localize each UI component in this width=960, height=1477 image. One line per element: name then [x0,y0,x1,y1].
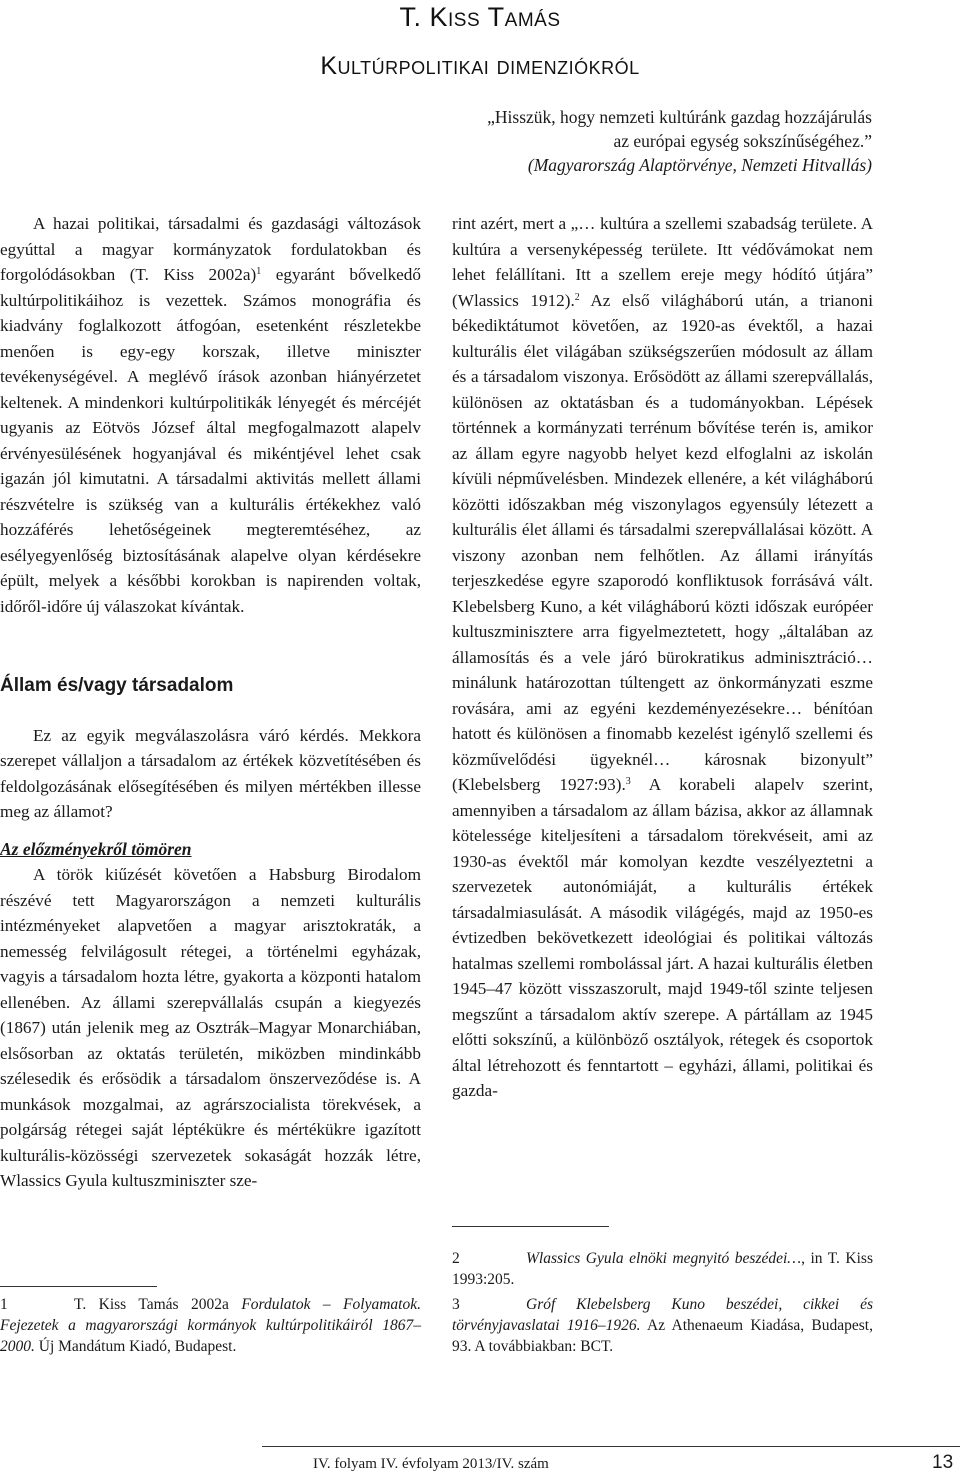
footnote-ref-2: 2 [574,291,580,303]
intro-paragraph: A hazai politikai, társadalmi és gazdasági változások egyúttal a magyar kormányzatok fordulatokban és forgolódásokban (T. Kiss 2002a)$^1$ egyaránt bővelkedő kultúrpolitikáihoz is vezettek. Számos monográfia és kiadvány foglalkozott átfogóan, esetenként részletekbe menően is egy-egy korszak, illetve miniszter tevékenységével. A meglévő írások azonban hiányérzetet keltenek. A mindenkori kultúrpolitikák lényegét és mércéjét ugyanis az Eötvös József által megfogalmazott alapelv érvényesülésének hogyanjával és mikéntjével lehet csak igazán jól kimutatni. A társadalmi aktivitás mellett állami részvételre is szükség van a kulturális értékekhez való hozzáférés lehetőségeinek megteremtéséhez, az esélyegyenlőség biztosításának alapelve olyan kérdésekre épült, melyek a későbbi korokban is napirenden voltak, időről-időre új válaszokat kívántak. [0,214,421,616]
epigraph [312,105,872,177]
footer-divider [262,1446,960,1447]
footnote-divider-right [452,1226,609,1227]
footnote-ref-1: 1 [256,266,262,277]
footnote-divider-left [0,1286,157,1287]
left-column [0,211,421,1194]
continuation-paragraph: rint azért, mert a „… kultúra a szellemi szabadság területe. A kultúra a versenyképesség területe. Itt védővámokat nem lehet felállítani. Itt a szellem ereje megy hódító útjára” (Wlassics 1912).$^2$ Az első világháború után, a trianoni békediktátumot követően, az 1920-as évektől, a hazai kulturális élet világában szükségszerűen módosult az állam és a társadalom viszonya. Erősödött az állami szerepvállalás, különösen az oktatásban és a tudományokban. Lépések történnek a kormányzati terrénum bővítése terén is, amikor az állam egyre nagyobb helyet kezd elfoglalni az iskolán kívüli népművelésben. Mindezek ellenére, a két világháború közötti időszakban még viszonylagos egyensúly létezett a kulturális élet állami és társadalmi szerepvállalásai között. A viszony azonban nem felhőtlen. Az állami irányítás terjeszkedése egyre szaporodó konfliktusok forrásává vált. Klebelsberg Kuno, a két világháború közti időszak európéer kultuszminisztere arra figyelmeztetett, hogy „általában az államosítás és a vele járó bürokratikus adminisztráció… minálunk határozottan túltengett az önkormányzati eszme rovására, ami az egyéni kezdeményezésekre… bénítóan hatott és különösen a finomabb kezelést igénylő szellemi és közművelődési ügyeknél… károsnak bizonyult” (Klebelsberg 1927:93).$^3$ A korabeli alapelv szerint, amennyiben a társadalom az állam bázisa, akkor az államnak kötelessége kiteljesíteni a társadalom törekvéseit, ami az 1930-as évektől már komolyan kezdte veszélyeztetni a szervezetek autonómiáját, a kulturális értékek társadalmiasulását. A második világégés, majd az 1950-es évtizedben bekövetkezett ideológiai és politikai változás hatalmas szellemi rombolással járt. A hazai kulturális életben 1945–47 között visszaszorult, majd 1949-től szinte teljesen megszűnt a társadalom aktív szerepe. A pártállam az 1945 előtti sokszínű, a különböző osztályok, rétegek és csoportok által létrehozott és fenntartott – egyházi, állami, politikai és gazda- [452,214,873,1100]
history-paragraph: A török kiűzését követően a Habsburg Birodalom részévé tett Magyarországon a nemzeti kulturális intézményeket alapvetően a magyar arisztokraták, a nemesség felvilágosult rétegei, a történelmi egyházak, vagyis a társadalom hozta létre, gyakorta a központi hatalom ellenében. Az állami szerepvállalás csupán a kiegyezés (1867) után jelenik meg az Osztrák–Magyar Monarchiában, elsősorban az oktatás területén, miközben mindinkább szélesedik és erősödik a társadalom önszerveződése is. A munkások mozgalmai, az agrárszocialista törekvések, a polgárság rétegei saját léptékükre és mértékükre igazított kulturális-közösségi szervezetek sokaságát hozzák létre, Wlassics Gyula kultuszminiszter sze- [0,865,421,1190]
page-number: 13 [932,1452,954,1473]
epigraph-source: (Magyarország Alaptörvénye, Nemzeti Hitvallás) [527,155,872,175]
journal-issue: IV. folyam IV. évfolyam 2013/IV. szám [313,1456,549,1472]
article-author: T. Kiss Tamás [399,2,561,32]
footnote-2: 2 Wlassics Gyula elnöki megnyitó beszédei…, in T. Kiss 1993:205. [452,1250,873,1288]
epigraph-line-1: „Hisszük, hogy nemzeti kultúránk gazdag hozzájárulás [487,107,872,127]
right-column [452,211,873,1104]
footnote-3: 3 Gróf Klebelsberg Kuno beszédei, cikkei és törvényjavaslatai 1916–1926. Az Athenaeum Kiadása, Budapest, 93. A továbbiakban: BCT. [452,1296,873,1355]
footnote-ref-3: 3 [625,776,631,787]
epigraph-line-2: az európai egység sokszínűségéhez.” [613,131,872,151]
subsection-heading: Az előzményekről tömören [0,838,192,859]
section-paragraph: Ez az egyik megválaszolásra váró kérdés. Mekkora szerepet vállaljon a társadalom az értékek közvetítésében és feldolgozásának elősegítésében és milyen mértékben illesse meg az államot? [0,725,421,821]
footnote-1: 1 T. Kiss Tamás 2002a Fordulatok – Folyamatok. Fejezetek a magyarországi kormányok kultúrpolitikáiról 1867–2000. Új Mandátum Kiadó, Budapest. [0,1296,421,1355]
article-title: Kultúrpolitikai dimenziókról [320,52,640,80]
section-heading: Állam és/vagy társadalom [0,675,234,696]
